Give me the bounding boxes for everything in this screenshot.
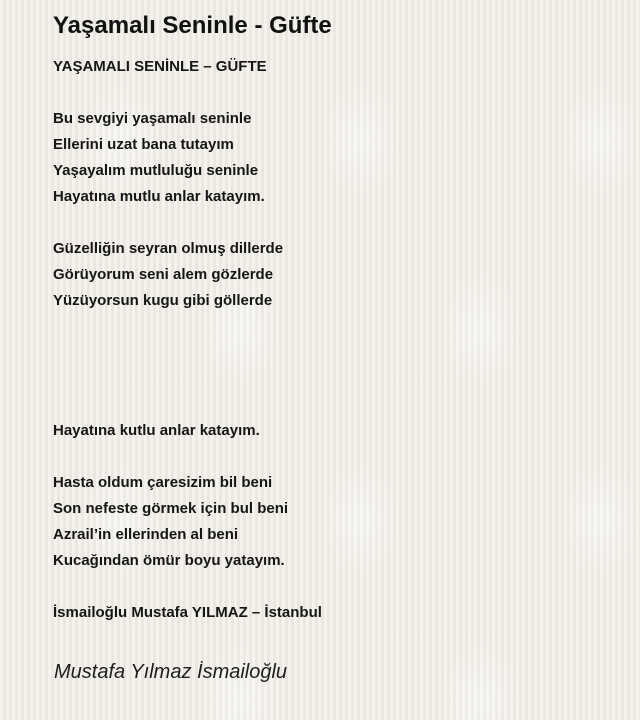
- poem-line: Yüzüyorsun kugu gibi göllerde: [53, 292, 273, 309]
- poem-line: Hayatına kutlu anlar katayım.: [53, 422, 260, 439]
- stanza-break: [53, 340, 613, 366]
- poem-line: Hayatına mutlu anlar katayım.: [53, 188, 265, 205]
- poem-line: Görüyorum seni alem gözlerde: [53, 266, 274, 283]
- poem-line: Hasta oldum çaresizim bil beni: [53, 474, 273, 491]
- poem-line: Kucağından ömür boyu yatayım.: [53, 552, 285, 569]
- poem-signature-line: İsmailoğlu Mustafa YILMAZ – İstanbul: [53, 604, 322, 621]
- poem-author: Mustafa Yılmaz İsmailoğlu: [54, 661, 288, 683]
- stanza-break: [53, 574, 613, 600]
- stanza-break: [53, 366, 613, 392]
- poem-line: Güzelliğin seyran olmuş dillerde: [53, 240, 284, 257]
- poem-line: Son nefeste görmek için bul beni: [53, 500, 289, 517]
- poem-line: Ellerini uzat bana tutayım: [53, 136, 234, 153]
- poem-subtitle: YAŞAMALI SENİNLE – GÜFTE: [53, 58, 267, 75]
- poem-line: Azrail’in ellerinden al beni: [53, 526, 239, 543]
- poem-body: [53, 54, 613, 626]
- stanza-break: [53, 210, 613, 236]
- stanza-break: [53, 314, 613, 340]
- stanza-break: [53, 80, 613, 106]
- poem-title: Yaşamalı Seninle - Güfte: [53, 12, 332, 39]
- stanza-break: [53, 444, 613, 470]
- stanza-break: [53, 392, 613, 418]
- poem-line: Bu sevgiyi yaşamalı seninle: [53, 110, 252, 127]
- poem-line: Yaşayalım mutluluğu seninle: [53, 162, 259, 179]
